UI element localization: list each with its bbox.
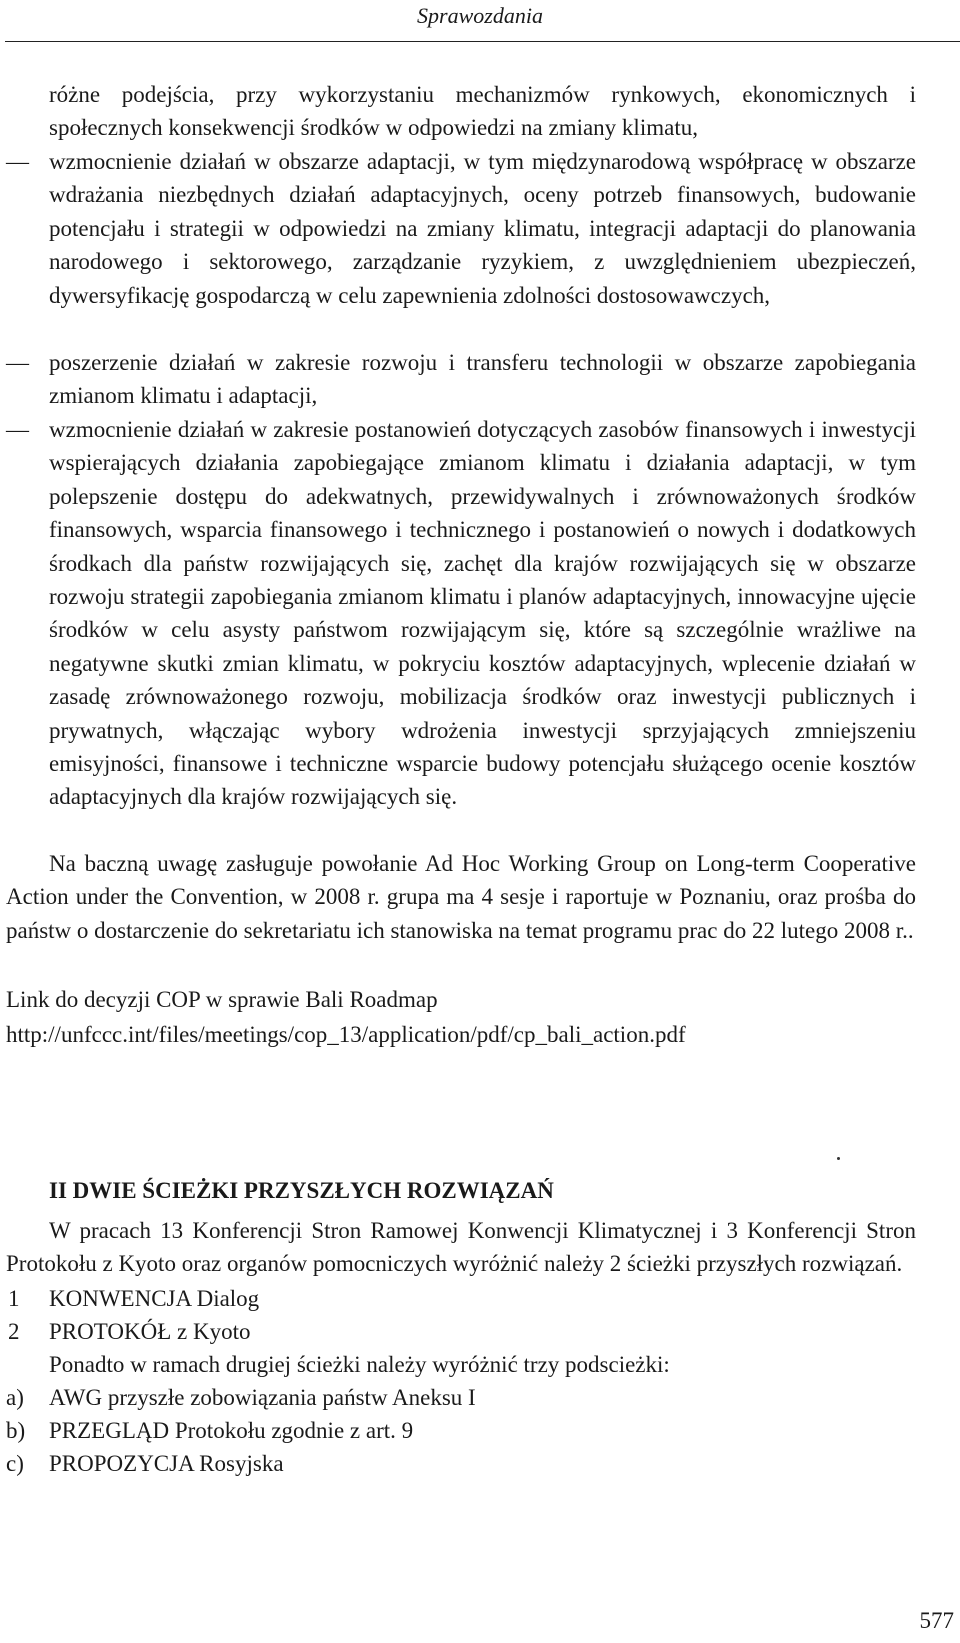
continued-paragraph: różne podejścia, przy wykorzystaniu mechanizmów rynkowych, ekonomicznych i społecznych konsekwencji środków w odpowiedzi na zmiany klimatu, bbox=[49, 82, 916, 141]
bullet-item: wzmocnienie działań w zakresie postanowień dotyczących zasobów finansowych i inwestycji wspierających działania zapobiegające zmianom klimatu i działania adaptacji, w tym polepszenie dostępu do adekwatnych, przewidywalnych i zrównoważonych środków finansowych, wsparcia finansowego i technicznego i postanowień o nowych i dodatkowych środkach dla państw rozwijających się, zachęt dla krajów rozwijających się w obszarze rozwoju strategii zapobiegania zmianom klimatu i planów adaptacyjnych, innowacyjne ujęcie środków w celu asysty państwom rozwijającym się, które są szczególnie wrażliwe na negatywne skutki zmian klimatu, w pokryciu kosztów adaptacyjnych, wplecenie działań w zasadę zrównoważonego rozwoju, mobilizacja środków oraz inwestycji publicznych i prywatnych, włączając wybory wdrożenia inwestycji sprzyjających zmniejszeniu emisyjności, finansowe i techniczne wsparcie budowy potencjału służącego ocenie kosztów adaptacyjnych dla krajów rozwijających się. bbox=[49, 417, 916, 810]
link-label: Link do decyzji COP w sprawie Bali Roadmap bbox=[6, 987, 438, 1012]
list-item: PROPOZYCJA Rosyjska bbox=[49, 1451, 284, 1476]
stray-dot-mark bbox=[837, 1157, 840, 1160]
header-rule bbox=[5, 41, 960, 42]
list-number: 2 bbox=[8, 1319, 20, 1344]
list-item: PRZEGLĄD Protokołu zgodnie z art. 9 bbox=[49, 1418, 414, 1443]
bullet-dash: — bbox=[6, 417, 29, 442]
list-letter: c) bbox=[6, 1451, 24, 1476]
list-number: 1 bbox=[8, 1286, 20, 1311]
awg-paragraph: Na baczną uwagę zasługuje powołanie Ad Hoc Working Group on Long-term Cooperative Action under the Convention, w 2008 r. grupa ma 4 sesje i raportuje w Poznaniu, oraz prośba do państw o dostarczenie do sekretariatu ich stanowiska na temat programu prac do 22 lutego 2008 r.. bbox=[6, 851, 916, 943]
subpaths-intro: Ponadto w ramach drugiej ścieżki należy wyróżnić trzy podscieżki: bbox=[49, 1352, 670, 1377]
section-intro: W pracach 13 Konferencji Stron Ramowej Konwencji Klimatycznej i 3 Konferencji Stron Protokołu z Kyoto oraz organów pomocniczych wyróżnić należy 2 ścieżki przyszłych rozwiązań. bbox=[6, 1218, 916, 1277]
page-number: 577 bbox=[919, 1608, 954, 1633]
list-letter: a) bbox=[6, 1385, 24, 1410]
running-head: Sprawozdania bbox=[417, 3, 543, 28]
list-item: AWG przyszłe zobowiązania państw Aneksu I bbox=[49, 1385, 476, 1410]
link-url[interactable]: http://unfccc.int/files/meetings/cop_13/application/pdf/cp_bali_action.pdf bbox=[6, 1022, 686, 1047]
bullet-item: wzmocnienie działań w obszarze adaptacji, w tym międzynarodową współpracę w obszarze wdrażania niezbędnych działań adaptacyjnych, oceny potrzeb finansowych, budowanie potencjału i strategii w odpowiedzi na zmiany klimatu, integracji adaptacji do planowania narodowego i sektorowego, zarządzanie ryzykiem, z uwzględnieniem ubezpieczeń, dywersyfikację gospodarczą w celu zapewnienia zdolności dostosowawczych, bbox=[49, 149, 916, 308]
list-letter: b) bbox=[6, 1418, 26, 1443]
bullet-dash: — bbox=[6, 149, 29, 174]
list-item: PROTOKÓŁ z Kyoto bbox=[49, 1319, 251, 1344]
list-item: KONWENCJA Dialog bbox=[49, 1286, 260, 1311]
section-heading: II DWIE ŚCIEŻKI PRZYSZŁYCH ROZWIĄZAŃ bbox=[49, 1178, 554, 1203]
bullet-item: poszerzenie działań w zakresie rozwoju i transferu technologii w obszarze zapobiegania zmianom klimatu i adaptacji, bbox=[49, 350, 916, 409]
bullet-dash: — bbox=[6, 350, 29, 375]
